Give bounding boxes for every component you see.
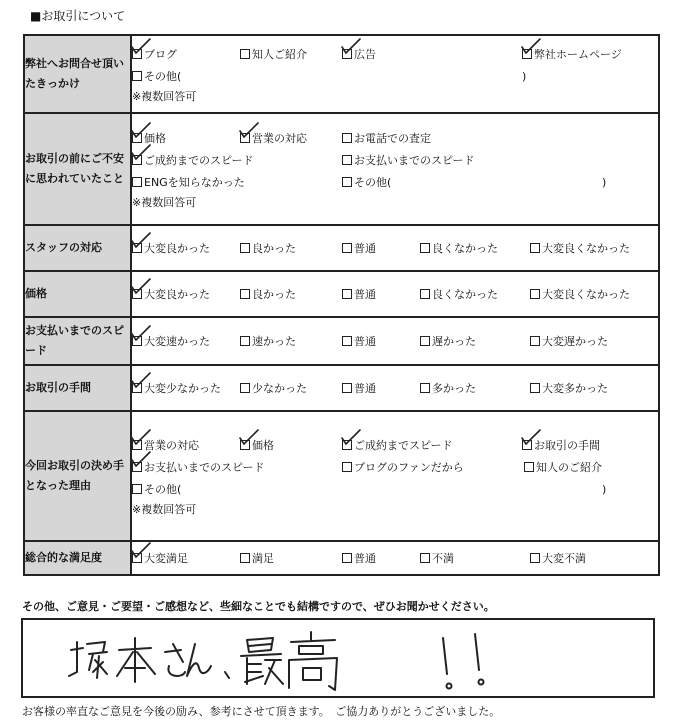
option-label: ご成約までのスピード (144, 154, 254, 167)
option-label: ご成約までスピード (354, 439, 453, 452)
checkbox-square-icon (530, 553, 540, 563)
option-line (132, 283, 658, 305)
question-label: お支払いまでのスピード (24, 317, 131, 365)
option-label: 大変不満 (542, 552, 586, 565)
option-checkbox[interactable] (342, 46, 376, 62)
question-label: 弊社へお問合せ頂いたきっかけ (24, 35, 131, 113)
checkbox-square-icon (132, 243, 142, 253)
checkbox-square-icon (342, 49, 352, 59)
checkbox-square-icon (420, 383, 430, 393)
checkbox-square-icon (132, 462, 142, 472)
checkbox-square-icon (132, 155, 142, 165)
multiple-answers-note: ※複数回答可 (132, 196, 197, 209)
option-label: お取引の手間 (534, 439, 600, 452)
checkbox-square-icon (420, 243, 430, 253)
checkbox-square-icon (524, 462, 534, 472)
option-checkbox[interactable] (522, 46, 622, 62)
option-label: 弊社ホームページ (534, 48, 622, 61)
checkbox-square-icon (240, 243, 250, 253)
option-checkbox[interactable] (342, 550, 376, 566)
option-label: ブログ (144, 48, 177, 61)
checkbox-square-icon (240, 336, 250, 346)
option-label: 大変良くなかった (542, 288, 630, 301)
option-label: 価格 (252, 439, 274, 452)
paren-close: ) (522, 69, 527, 83)
checkbox-square-icon (522, 440, 532, 450)
option-checkbox[interactable] (132, 333, 210, 349)
survey-table (23, 34, 660, 576)
option-label: 多かった (432, 382, 476, 395)
option-line (132, 434, 658, 456)
answer-options (131, 541, 659, 575)
option-checkbox[interactable] (420, 550, 454, 566)
option-label: 営業の対応 (144, 439, 199, 452)
checkbox-square-icon (132, 553, 142, 563)
option-checkbox[interactable] (522, 437, 600, 453)
checkbox-square-icon (240, 383, 250, 393)
option-line (132, 547, 658, 569)
option-checkbox[interactable] (342, 380, 376, 396)
option-line (132, 171, 658, 193)
multiple-answers-note: ※複数回答可 (132, 503, 197, 516)
answer-options (131, 113, 659, 225)
checkbox-square-icon (342, 462, 352, 472)
option-checkbox[interactable] (342, 174, 391, 190)
checkbox-square-icon (240, 289, 250, 299)
checkbox-square-icon (342, 440, 352, 450)
checkbox-square-icon (342, 133, 352, 143)
option-line (132, 237, 658, 259)
option-label: 大変速かった (144, 335, 210, 348)
option-checkbox[interactable] (240, 333, 296, 349)
section-title: ■お取引について (30, 9, 126, 23)
checkbox-square-icon (132, 133, 142, 143)
option-label: 遅かった (432, 335, 476, 348)
survey-row (24, 225, 659, 271)
option-line (132, 456, 658, 478)
answer-options (131, 225, 659, 271)
option-checkbox[interactable] (132, 240, 210, 256)
option-checkbox[interactable] (132, 286, 210, 302)
question-label: 総合的な満足度 (24, 541, 131, 575)
answer-options (131, 411, 659, 541)
option-checkbox[interactable] (530, 333, 608, 349)
option-label: 大変多かった (542, 382, 608, 395)
option-checkbox[interactable] (132, 68, 181, 84)
option-line (132, 478, 658, 500)
option-label: 速かった (252, 335, 296, 348)
checkbox-square-icon (530, 289, 540, 299)
checkbox-square-icon (240, 440, 250, 450)
option-label: 良かった (252, 288, 296, 301)
option-checkbox[interactable] (420, 240, 498, 256)
option-label: 普通 (354, 552, 376, 565)
survey-row (24, 541, 659, 575)
checkbox-square-icon (132, 71, 142, 81)
checkbox-square-icon (522, 49, 532, 59)
option-checkbox[interactable] (132, 46, 177, 62)
option-label: 良かった (252, 242, 296, 255)
option-label: 大変良かった (144, 242, 210, 255)
option-checkbox[interactable] (530, 550, 586, 566)
option-checkbox[interactable] (342, 286, 376, 302)
checkbox-square-icon (530, 383, 540, 393)
comment-box (21, 618, 655, 698)
option-checkbox[interactable] (530, 286, 630, 302)
option-checkbox[interactable] (530, 240, 630, 256)
option-label: お電話での査定 (354, 132, 431, 145)
checkbox-square-icon (342, 553, 352, 563)
checkbox-square-icon (240, 553, 250, 563)
option-checkbox[interactable] (342, 130, 431, 146)
checkbox-square-icon (530, 336, 540, 346)
option-line (132, 149, 658, 171)
option-checkbox[interactable] (342, 333, 376, 349)
option-checkbox[interactable] (132, 174, 245, 190)
handwritten-comment-image (23, 620, 653, 696)
checkbox-square-icon (342, 289, 352, 299)
option-label: 普通 (354, 288, 376, 301)
question-label: お取引の手間 (24, 365, 131, 411)
option-label: 営業の対応 (252, 132, 307, 145)
option-label: お支払いまでのスピード (354, 154, 475, 167)
option-checkbox[interactable] (132, 550, 188, 566)
option-checkbox[interactable] (240, 240, 296, 256)
option-checkbox[interactable] (132, 437, 199, 453)
option-label: 知人のご紹介 (536, 461, 602, 474)
option-checkbox[interactable] (132, 130, 166, 146)
paren-close: ) (602, 482, 607, 496)
checkbox-square-icon (132, 49, 142, 59)
option-label: その他( (144, 483, 182, 496)
checkbox-square-icon (240, 49, 250, 59)
checkbox-square-icon (132, 177, 142, 187)
option-label: 良くなかった (432, 288, 498, 301)
option-label: お支払いまでのスピード (144, 461, 265, 474)
option-checkbox[interactable] (342, 240, 376, 256)
option-line (132, 377, 658, 399)
survey-row (24, 317, 659, 365)
checkbox-square-icon (240, 133, 250, 143)
survey-row (24, 271, 659, 317)
paren-close: ) (602, 175, 607, 189)
option-label: 価格 (144, 132, 166, 145)
option-label: 大変良かった (144, 288, 210, 301)
checkbox-square-icon (342, 383, 352, 393)
option-label: 広告 (354, 48, 376, 61)
option-checkbox[interactable] (240, 46, 307, 62)
option-checkbox[interactable] (342, 152, 475, 168)
option-label: 大変少なかった (144, 382, 221, 395)
option-label: 普通 (354, 335, 376, 348)
checkbox-square-icon (132, 440, 142, 450)
answer-options (131, 365, 659, 411)
option-checkbox[interactable] (240, 130, 307, 146)
option-label: 大変遅かった (542, 335, 608, 348)
question-label: スタッフの対応 (24, 225, 131, 271)
multiple-answers-note: ※複数回答可 (132, 90, 197, 103)
option-label: 大変良くなかった (542, 242, 630, 255)
checkbox-square-icon (342, 155, 352, 165)
option-line (132, 43, 658, 65)
option-label: 普通 (354, 382, 376, 395)
option-checkbox[interactable] (420, 380, 476, 396)
option-checkbox[interactable] (342, 437, 453, 453)
option-checkbox[interactable] (132, 459, 265, 475)
checkbox-square-icon (530, 243, 540, 253)
survey-row (24, 35, 659, 113)
option-label: 満足 (252, 552, 274, 565)
option-checkbox[interactable] (132, 481, 181, 497)
option-checkbox[interactable] (342, 459, 464, 475)
option-label: ENGを知らなかった (144, 176, 245, 189)
option-checkbox[interactable] (132, 152, 254, 168)
option-label: 少なかった (252, 382, 307, 395)
comment-label: その他、ご意見・ご要望・ご感想など、些細なことでも結構ですので、ぜひお聞かせください。 (22, 600, 495, 613)
checkbox-square-icon (132, 336, 142, 346)
question-label: 今回お取引の決め手となった理由 (24, 411, 131, 541)
answer-options (131, 35, 659, 113)
checkbox-square-icon (342, 243, 352, 253)
option-checkbox[interactable] (132, 380, 221, 396)
survey-row (24, 113, 659, 225)
option-label: 不満 (432, 552, 454, 565)
option-label: 良くなかった (432, 242, 498, 255)
option-label: ブログのファンだから (354, 461, 464, 474)
option-line (132, 65, 658, 87)
survey-row (24, 365, 659, 411)
checkbox-square-icon (420, 289, 430, 299)
option-label: その他( (354, 176, 392, 189)
option-label: その他( (144, 70, 182, 83)
option-checkbox[interactable] (240, 380, 307, 396)
option-checkbox[interactable] (420, 333, 476, 349)
option-label: 普通 (354, 242, 376, 255)
option-checkbox[interactable] (240, 286, 296, 302)
option-checkbox[interactable] (420, 286, 498, 302)
option-checkbox[interactable] (240, 550, 274, 566)
option-checkbox[interactable] (240, 437, 274, 453)
checkbox-square-icon (342, 177, 352, 187)
checkbox-square-icon (420, 336, 430, 346)
option-label: 知人ご紹介 (252, 48, 307, 61)
footer-thanks: お客様の率直なご意見を今後の励み、参考にさせて頂きます。 ご協力ありがとうございました。 (22, 705, 501, 718)
checkbox-square-icon (132, 383, 142, 393)
option-label: 大変満足 (144, 552, 188, 565)
option-checkbox[interactable] (524, 459, 602, 475)
answer-options (131, 317, 659, 365)
checkbox-square-icon (132, 484, 142, 494)
checkbox-square-icon (342, 336, 352, 346)
answer-options (131, 271, 659, 317)
option-checkbox[interactable] (530, 380, 608, 396)
option-line (132, 127, 658, 149)
checkbox-square-icon (132, 289, 142, 299)
question-label: 価格 (24, 271, 131, 317)
checkbox-square-icon (420, 553, 430, 563)
survey-row (24, 411, 659, 541)
question-label: お取引の前にご不安に思われていたこと (24, 113, 131, 225)
option-line (132, 330, 658, 352)
